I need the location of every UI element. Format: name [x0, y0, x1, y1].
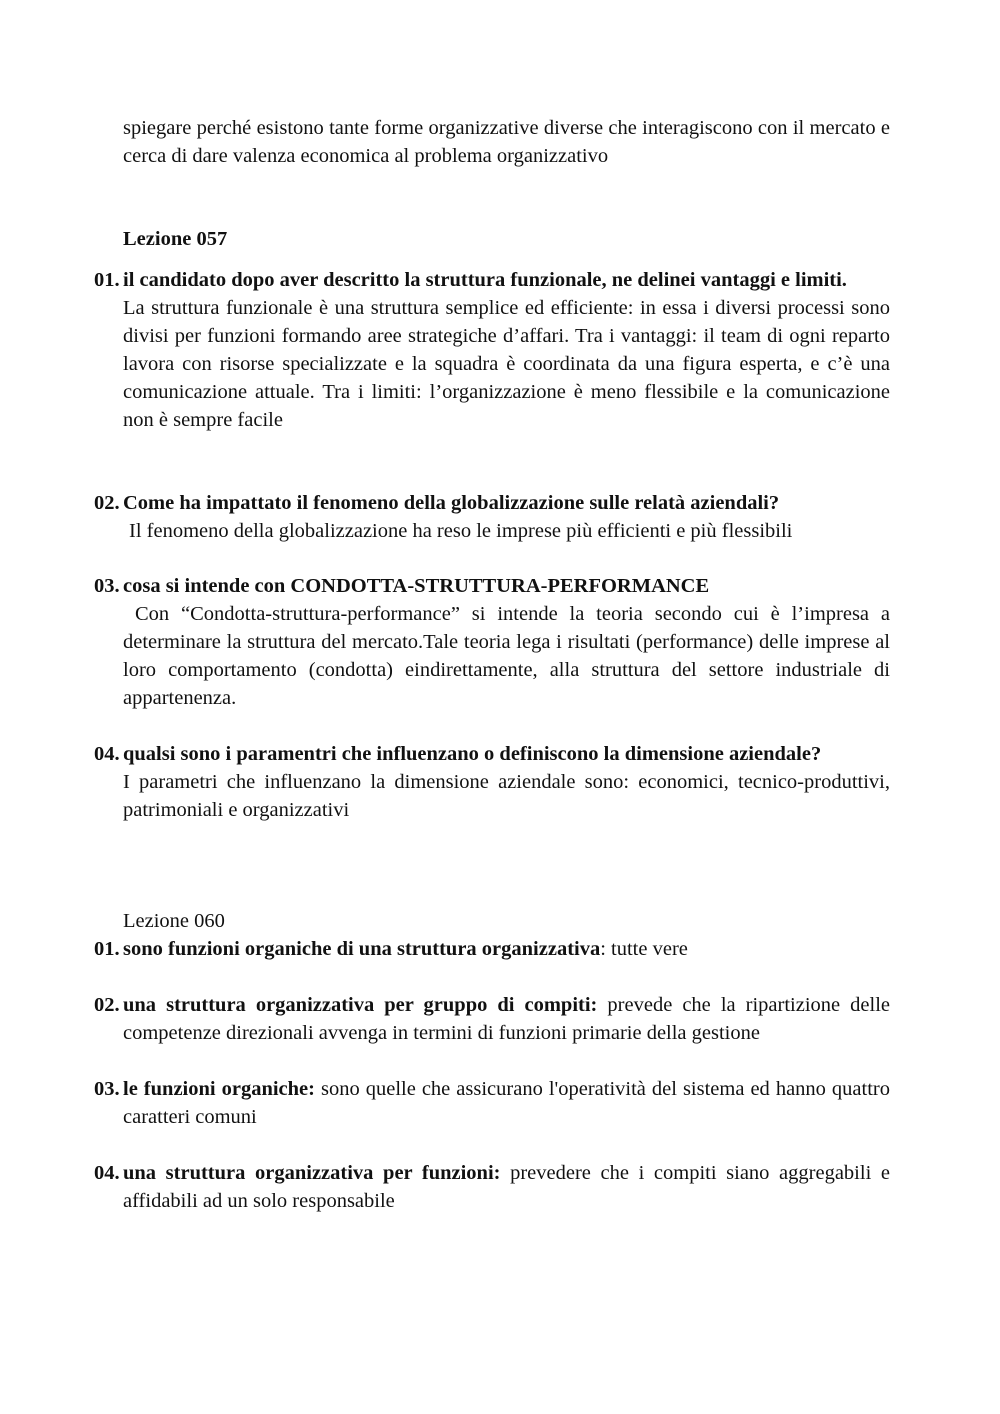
- lesson-060-item-04: [94, 1159, 890, 1215]
- item-number: 01.: [94, 938, 120, 960]
- lesson-057-item-04: [94, 740, 890, 824]
- item-number: 02.: [94, 492, 120, 514]
- answer-text: Il fenomeno della globalizzazione ha reso le imprese più efficienti e più flessibili: [129, 520, 793, 542]
- lesson-057-heading: Lezione 057: [123, 228, 228, 250]
- question-text: sono funzioni organiche di una struttura organizzativa: [123, 938, 601, 960]
- intro-paragraph: spiegare perché esistono tante forme organizzative diverse che interagiscono con il mercato e cerca di dare valenza economica al problema organizzativo: [123, 117, 890, 167]
- lesson-057-item-02: [94, 489, 890, 545]
- lesson-060-heading: Lezione 060: [123, 910, 225, 932]
- answer-text: [123, 600, 890, 712]
- item-number: 03.: [94, 575, 120, 597]
- lesson-060-item-03: [94, 1075, 890, 1131]
- item-number: 02.: [94, 994, 120, 1016]
- answer-text: La struttura funzionale è una struttura semplice ed efficiente: in essa i diversi processi sono divisi per funzioni formando aree strategiche d’affari. Tra i vantaggi: il team di ogni reparto lavora con risorse specializzate e la squadra è coordinata da una figura esperta, e c’è una comunicazione attuale. Tra i limiti: l’organizzazione è meno flessibile e la comunicazione non è sempre facile: [123, 297, 890, 431]
- question-text: una struttura organizzativa per gruppo di compiti:: [123, 994, 598, 1016]
- item-number: 03.: [94, 1078, 120, 1100]
- question-text: cosa si intende con CONDOTTA-STRUTTURA-PERFORMANCE: [123, 575, 710, 597]
- answer-text: prevedere che i compiti siano aggregabili e affidabili ad un solo responsabile: [123, 1162, 890, 1212]
- lesson-060-item-02: [94, 991, 890, 1047]
- item-number: 04.: [94, 743, 120, 765]
- question-text: una struttura organizzativa per funzioni:: [123, 1162, 501, 1184]
- question-text: Come ha impattato il fenomeno della globalizzazione sulle relatà aziendali?: [123, 492, 780, 514]
- answer-body: Con “Condotta-struttura-performance” si intende la teoria secondo cui è l’impresa a determinare la struttura del mercato.Tale teoria lega i risultati (performance) delle imprese al loro comportamento (condotta) eindirettamente, alla struttura del settore industriale di appartenenza.: [123, 603, 890, 709]
- answer-text: I parametri che influenzano la dimensione aziendale sono: economici, tecnico-produttivi, patrimoniali e organizzativi: [123, 771, 890, 821]
- answer-text: sono quelle che assicurano l'operatività del sistema ed hanno quattro caratteri comuni: [123, 1078, 890, 1128]
- lesson-057-item-01: [94, 266, 890, 434]
- item-number: 04.: [94, 1162, 120, 1184]
- question-text: qualsi sono i paramentri che influenzano o definiscono la dimensione aziendale?: [123, 743, 822, 765]
- answer-text: prevede che la ripartizione delle competenze direzionali avvenga in termini di funzioni primarie della gestione: [123, 994, 890, 1044]
- answer-text: : tutte vere: [600, 938, 688, 960]
- item-number: 01.: [94, 269, 120, 291]
- lesson-057-item-03: [94, 572, 890, 712]
- lesson-060-item-01: [94, 935, 890, 963]
- question-text: il candidato dopo aver descritto la struttura funzionale, ne delinei vantaggi e limiti.: [123, 269, 847, 291]
- question-text: le funzioni organiche:: [123, 1078, 315, 1100]
